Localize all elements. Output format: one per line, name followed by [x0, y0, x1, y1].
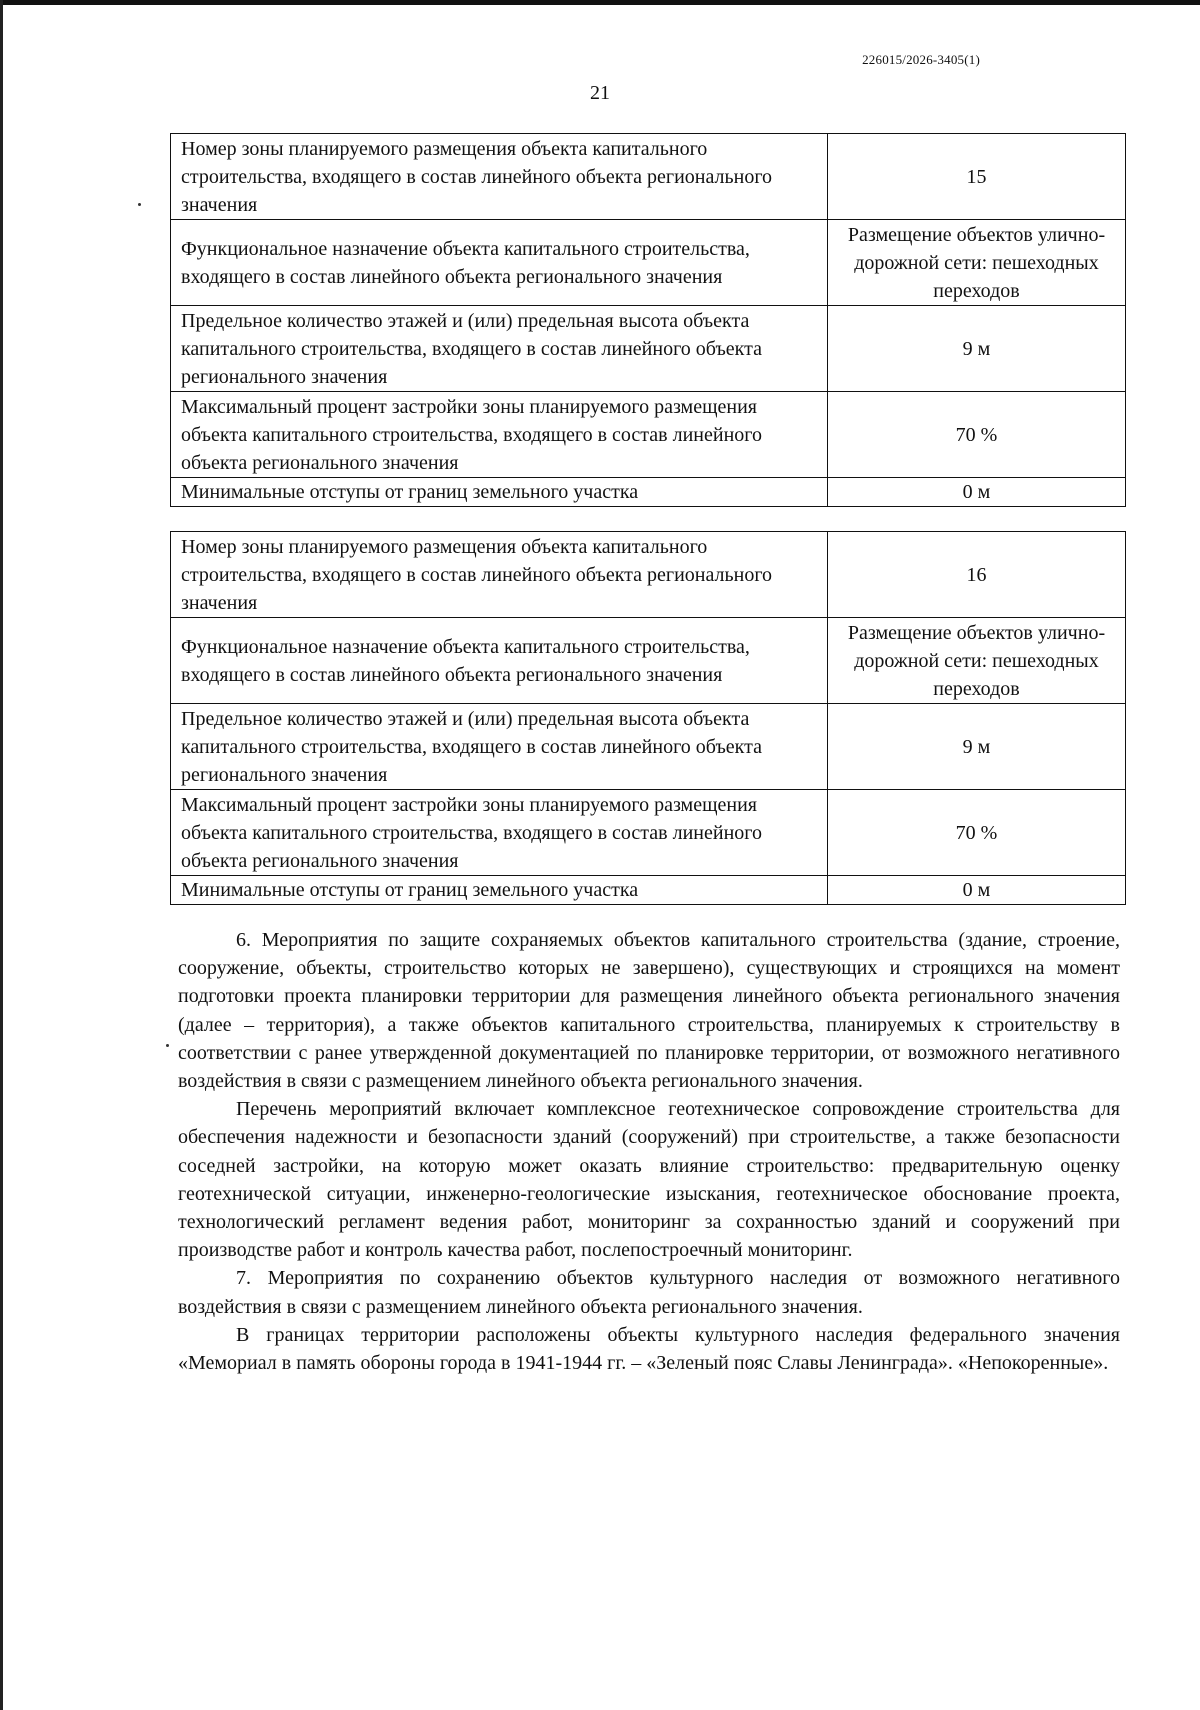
paragraph: 6. Мероприятия по защите сохраняемых объектов капитального строительства (здание, строение, сооружение, объекты, строительство которых не завершено), существующих и строящихся на момент подготовки проекта планировки территории для размещения линейного объекта регионального значения (далее – территория), а также объектов капитального строительства, планируемых к строительству в соответствии с ранее утвержденной документацией по планировке территории, от возможного негативного воздействия в связи с размещением линейного объекта регионального значения. — [178, 929, 1120, 1093]
table-row — [171, 220, 1126, 306]
paragraph: В границах территории расположены объекты культурного наследия федерального значения «Мемориал в память обороны города в 1941-1944 гг. – «Зеленый пояс Славы Ленинграда». «Непокоренные». — [178, 1323, 1120, 1375]
row-label: Максимальный процент застройки зоны планируемого размещения объекта капитального строительства, входящего в состав линейного объекта регионального значения — [171, 392, 828, 478]
row-value: 9 м — [828, 306, 1126, 392]
row-value: 0 м — [828, 876, 1126, 905]
row-label: Функциональное назначение объекта капитального строительства, входящего в состав линейного объекта регионального значения — [171, 618, 828, 704]
row-label: Предельное количество этажей и (или) предельная высота объекта капитального строительства, входящего в состав линейного объекта регионального значения — [171, 306, 828, 392]
row-value: 70 % — [828, 790, 1126, 876]
row-label: Максимальный процент застройки зоны планируемого размещения объекта капитального строительства, входящего в состав линейного объекта регионального значения — [171, 790, 828, 876]
scan-speck — [166, 1044, 169, 1047]
row-label: Минимальные отступы от границ земельного участка — [171, 876, 828, 905]
table-row — [171, 478, 1126, 507]
table-row — [171, 532, 1126, 618]
row-label: Минимальные отступы от границ земельного участка — [171, 478, 828, 507]
scan-left-border — [0, 0, 3, 1710]
zone-table-2 — [170, 531, 1126, 905]
row-value: 9 м — [828, 704, 1126, 790]
row-value: 15 — [828, 134, 1126, 220]
table-row — [171, 134, 1126, 220]
document-number: 226015/2026-3405(1) — [862, 52, 980, 67]
paragraph: 7. Мероприятия по сохранению объектов культурного наследия от возможного негативного воздействия в связи с размещением линейного объекта регионального значения. — [178, 1267, 1120, 1318]
table-row — [171, 618, 1126, 704]
table-row — [171, 392, 1126, 478]
row-label: Предельное количество этажей и (или) предельная высота объекта капитального строительства, входящего в состав линейного объекта регионального значения — [171, 704, 828, 790]
zone-table-1 — [170, 133, 1126, 507]
table-row — [171, 876, 1126, 905]
row-value: 16 — [828, 532, 1126, 618]
row-value: Размещение объектов улично-дорожной сети: пешеходных переходов — [828, 618, 1126, 704]
scan-speck — [138, 203, 141, 206]
table-row — [171, 306, 1126, 392]
scan-top-border — [0, 0, 1200, 5]
table-row — [171, 704, 1126, 790]
row-value: 70 % — [828, 392, 1126, 478]
paragraph: Перечень мероприятий включает комплексное геотехническое сопровождение строительства для обеспечения надежности и безопасности зданий (сооружений) при строительстве, а также безопасности соседней застройки, на которую может оказать влияние строительство: предварительную оценку геотехнической ситуации, инженерно-геологические изыскания, геотехническое обоснование проекта, технологический регламент ведения работ, мониторинг за сохранностью зданий и сооружений при производстве работ и контроль качества работ, послепостроечный мониторинг. — [178, 1098, 1120, 1262]
row-label: Функциональное назначение объекта капитального строительства, входящего в состав линейного объекта регионального значения — [171, 220, 828, 306]
row-label: Номер зоны планируемого размещения объекта капитального строительства, входящего в состав линейного объекта регионального значения — [171, 134, 828, 220]
row-value: 0 м — [828, 478, 1126, 507]
body-text — [178, 926, 1120, 1377]
row-label: Номер зоны планируемого размещения объекта капитального строительства, входящего в состав линейного объекта регионального значения — [171, 532, 828, 618]
page-number: 21 — [590, 82, 610, 104]
row-value: Размещение объектов улично-дорожной сети: пешеходных переходов — [828, 220, 1126, 306]
table-row — [171, 790, 1126, 876]
